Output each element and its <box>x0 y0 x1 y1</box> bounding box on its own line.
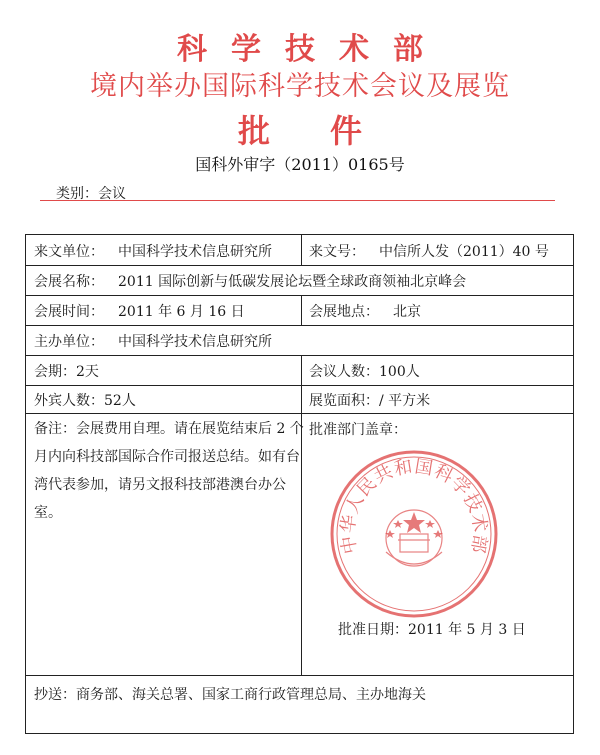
duration-field: 会期：2天 <box>34 364 99 380</box>
column-divider <box>301 235 302 265</box>
document-type: 批件 <box>237 112 422 150</box>
event-time-label: 会展时间： <box>34 304 104 320</box>
row-divider <box>26 385 573 386</box>
foreign-guests-field: 外宾人数：52人 <box>34 393 136 409</box>
issuer-value: 中国科学技术信息研究所 <box>118 244 272 260</box>
event-time-field <box>34 301 245 321</box>
reference-label: 来文号： <box>309 244 365 260</box>
organizer-value: 中国科学技术信息研究所 <box>118 334 272 350</box>
venue-field <box>309 301 421 321</box>
cc-distribution: 抄送：商务部、海关总署、国家工商行政管理总局、主办地海关 <box>34 687 426 703</box>
exhibit-area-field: 展览面积：/ 平方米 <box>309 393 431 409</box>
document-number: 国科外审字（2011）0165号 <box>195 155 405 174</box>
event-name-value: 2011 国际创新与低碳发展论坛暨全球政商领袖北京峰会 <box>118 274 467 290</box>
event-name-field <box>34 271 466 291</box>
row-divider <box>26 325 573 326</box>
event-time-value: 2011 年 6 月 16 日 <box>118 304 245 320</box>
issuer-label: 来文单位： <box>34 244 104 260</box>
ministry-title: 科学技术部 <box>177 32 447 67</box>
issuer-field <box>34 241 272 261</box>
row-divider <box>26 265 573 266</box>
venue-value: 北京 <box>393 304 421 320</box>
row-divider <box>26 675 573 676</box>
venue-label: 会展地点： <box>309 304 379 320</box>
category-label: 类别：会议 <box>56 186 126 202</box>
organizer-label: 主办单位： <box>34 334 104 350</box>
reference-field <box>309 241 549 261</box>
reference-value: 中信所人发（2011）40 号 <box>379 244 549 260</box>
approval-department-label: 批准部门盖章： <box>309 422 407 438</box>
row-divider <box>26 413 573 414</box>
column-divider <box>301 295 302 325</box>
seal-text: 中华人民共和国科学技术部 <box>337 456 491 556</box>
official-seal-icon <box>328 448 500 620</box>
category-divider <box>40 200 555 201</box>
attendees-field: 会议人数：100人 <box>309 364 420 380</box>
row-divider <box>26 355 573 356</box>
event-name-label: 会展名称： <box>34 274 104 290</box>
organizer-field <box>34 331 272 351</box>
remarks-text: 备注：会展费用自理。请在展览结束后 2 个月内向科技部国际合作司报送总结。如有台湾代表参加，请另文报科技部港澳台办公室。 <box>34 421 304 521</box>
row-divider <box>26 295 573 296</box>
approval-date: 批准日期：2011 年 5 月 3 日 <box>338 622 526 638</box>
document-subtitle: 境内举办国际科学技术会议及展览 <box>90 71 510 102</box>
